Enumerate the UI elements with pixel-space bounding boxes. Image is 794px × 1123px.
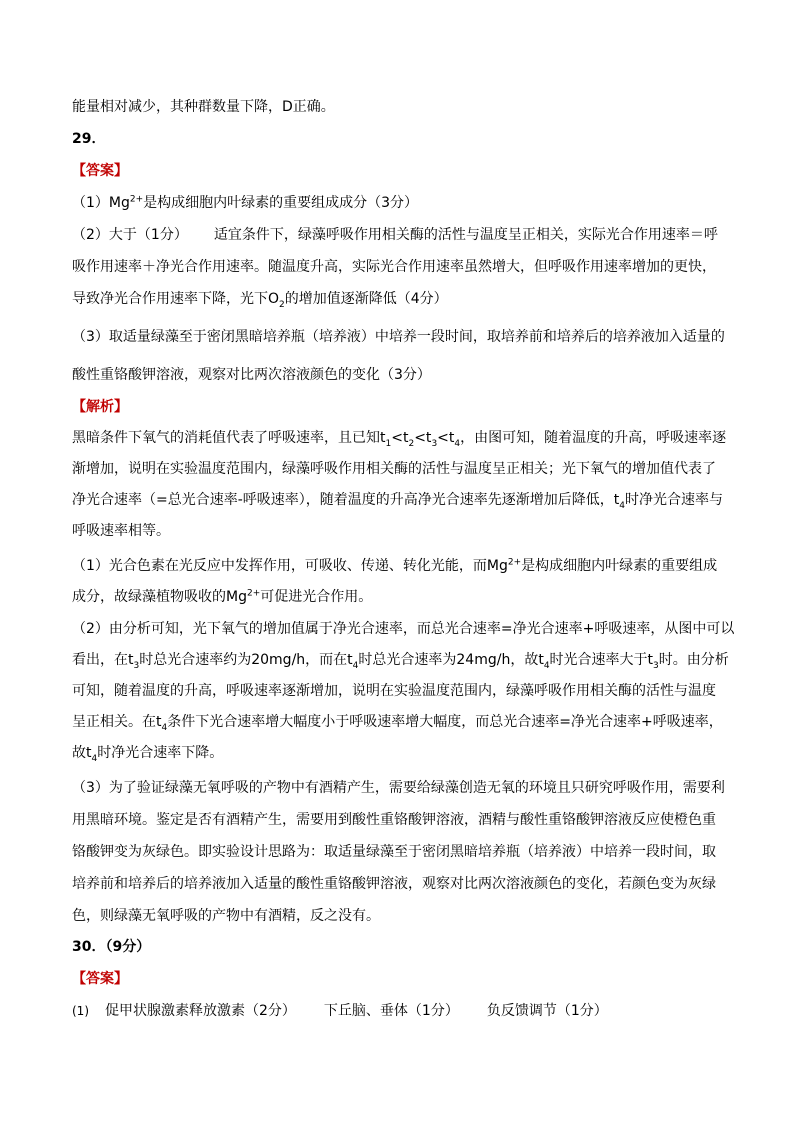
- text-span: 时光合速率大于t: [549, 652, 654, 668]
- text-span: 的增加值逐渐降低（4分）: [284, 291, 448, 307]
- text-span: （1）Mg: [72, 195, 130, 211]
- text-span: 渐增加，说明在实验温度范围内，绿藻呼吸作用相关酶的活性与温度呈正相关；光下氧气的增加值代表了: [72, 461, 716, 477]
- text-span: 负反馈调节（1分）: [486, 1003, 608, 1019]
- text-span: 培养前和培养后的培养液加入适量的酸性重铬酸钾溶液，观察对比两次溶液颜色的变化，若颜色变为灰绿: [72, 876, 716, 892]
- text-span: 导致净光合作用速率下降，光下O: [72, 291, 280, 307]
- text-span: 是构成细胞内叶绿素的重要组成: [521, 558, 718, 574]
- subscript: 4: [161, 722, 168, 733]
- text-span: 黑暗条件下氧气的消耗值代表了呼吸速率，且已知t: [72, 430, 386, 446]
- text-line: [72, 587, 372, 607]
- text-span: 看出，在t: [72, 652, 134, 668]
- text-span: 适宜条件下，绿藻呼吸作用相关酶的活性与温度呈正相关，实际光合作用速率＝呼: [213, 227, 718, 243]
- text-span: <t: [414, 430, 432, 446]
- subscript: 2: [408, 438, 415, 449]
- superscript: 2+: [507, 557, 522, 568]
- text-line: [72, 225, 718, 245]
- text-span: 时净光合速率下降。: [97, 745, 224, 761]
- subscript: 4: [352, 660, 359, 671]
- text-span: 故t: [72, 745, 92, 761]
- text-span: 时总光合速率约为20mg/h，而在t: [139, 652, 353, 668]
- text-line: [72, 365, 431, 385]
- text-span: 促甲状腺激素释放激素（2分）: [105, 1003, 296, 1019]
- text-line: [72, 521, 170, 541]
- text-line: [72, 257, 716, 277]
- text-line: [72, 459, 716, 479]
- text-span: 呈正相关。在t: [72, 714, 162, 730]
- subscript: 4: [619, 500, 626, 511]
- text-span: 可促进光合作用。: [260, 589, 373, 605]
- answer-heading: [72, 161, 128, 181]
- text-line: [72, 842, 716, 862]
- text-span: <t: [391, 430, 409, 446]
- text-span: 是构成细胞内叶绿素的重要组成成分（3分）: [143, 195, 419, 211]
- text-line: [72, 874, 716, 894]
- subscript: 1: [385, 438, 392, 449]
- analysis-heading: [72, 397, 128, 417]
- superscript: 2+: [246, 588, 261, 599]
- text-span: （2）大于（1分）: [72, 227, 188, 243]
- item-number: (1): [72, 1004, 89, 1018]
- text-span: 时总光合速率为24mg/h，故t: [358, 652, 544, 668]
- text-span: 时净光合速率与: [625, 492, 724, 508]
- question-number-text: 29．: [72, 131, 106, 147]
- text-span: 下丘脑、垂体（1分）: [323, 1003, 459, 1019]
- text-line: [72, 810, 716, 830]
- answer-heading-text: 【答案】: [72, 971, 128, 987]
- text-line: [72, 490, 723, 510]
- text-span: 呼吸速率相等。: [72, 523, 170, 539]
- question-number-text: 30．（9分）: [72, 939, 151, 955]
- text-span: ，由图可知，随着温度的升高，呼吸速率逐: [460, 430, 727, 446]
- text-span: 成分，故绿藻植物吸收的Mg: [72, 589, 247, 605]
- subscript: 4: [454, 438, 461, 449]
- text-line: [72, 778, 725, 798]
- subscript: 3: [653, 660, 659, 671]
- question-number: [72, 129, 105, 149]
- subscript: 4: [543, 660, 550, 671]
- subscript: 3: [431, 438, 438, 449]
- text-line: [72, 428, 726, 448]
- text-line: [72, 906, 380, 926]
- text-line: [72, 743, 223, 763]
- text-line: [72, 712, 723, 732]
- text-span: 酸性重铬酸钾溶液，观察对比两次溶液颜色的变化（3分）: [72, 367, 431, 383]
- text-line: [72, 556, 717, 576]
- analysis-heading-text: 【解析】: [72, 399, 128, 415]
- text-span: 吸作用速率＋净光合作用速率。随温度升高，实际光合作用速率虽然增大，但呼吸作用速率增加的更快，: [72, 259, 716, 275]
- text-line: [72, 327, 725, 347]
- text-line: [72, 650, 729, 670]
- subscript: 3: [133, 660, 140, 671]
- text-span: 色，则绿藻无氧呼吸的产物中有酒精，反之没有。: [72, 908, 380, 924]
- text-span: 净光合速率（=总光合速率-呼吸速率），随着温度的升高净光合速率先逐渐增加后降低，t: [72, 492, 620, 508]
- answer-heading: [72, 969, 128, 989]
- text-span: （2）由分析可知，光下氧气的增加值属于净光合速率，而总光合速率=净光合速率+呼吸速率，从图中可以: [72, 621, 735, 637]
- superscript: 2+: [129, 194, 144, 205]
- text-span: （3）取适量绿藻至于密闭黑暗培养瓶（培养液）中培养一段时间，取培养前和培养后的培养液加入适量的: [72, 329, 725, 345]
- subscript: 2: [279, 299, 285, 310]
- question-number: [72, 937, 150, 957]
- text-line: [72, 681, 716, 701]
- text-span: <t: [437, 430, 455, 446]
- text-line: [72, 1001, 608, 1021]
- text-line: [72, 193, 418, 213]
- answer-heading-text: 【答案】: [72, 163, 128, 179]
- text-span: 条件下光合速率增大幅度小于呼吸速率增大幅度，而总光合速率=净光合速率+呼吸速率，: [167, 714, 723, 730]
- text-span: （1）光合色素在光反应中发挥作用，可吸收、传递、转化光能，而Mg: [72, 558, 508, 574]
- text-span: 用黑暗环境。鉴定是否有酒精产生，需要用到酸性重铬酸钾溶液，酒精与酸性重铬酸钾溶液反应使橙色重: [72, 812, 716, 828]
- text-span: 时。由分析: [658, 652, 729, 668]
- text-span: 铬酸钾变为灰绿色。即实验设计思路为：取适量绿藻至于密闭黑暗培养瓶（培养液）中培养一段时间，取: [72, 844, 716, 860]
- text-span: 可知，随着温度的升高，呼吸速率逐渐增加，说明在实验温度范围内，绿藻呼吸作用相关酶的活性与温度: [72, 683, 716, 699]
- text-line: [72, 619, 734, 639]
- text-line: [72, 97, 335, 117]
- text-line: [72, 289, 448, 309]
- text-span: （3）为了验证绿藻无氧呼吸的产物中有酒精产生，需要给绿藻创造无氧的环境且只研究呼吸作用，需要利: [72, 780, 725, 796]
- paragraph-text: 能量相对减少，其种群数量下降，D正确。: [72, 99, 335, 115]
- subscript: 4: [91, 753, 98, 764]
